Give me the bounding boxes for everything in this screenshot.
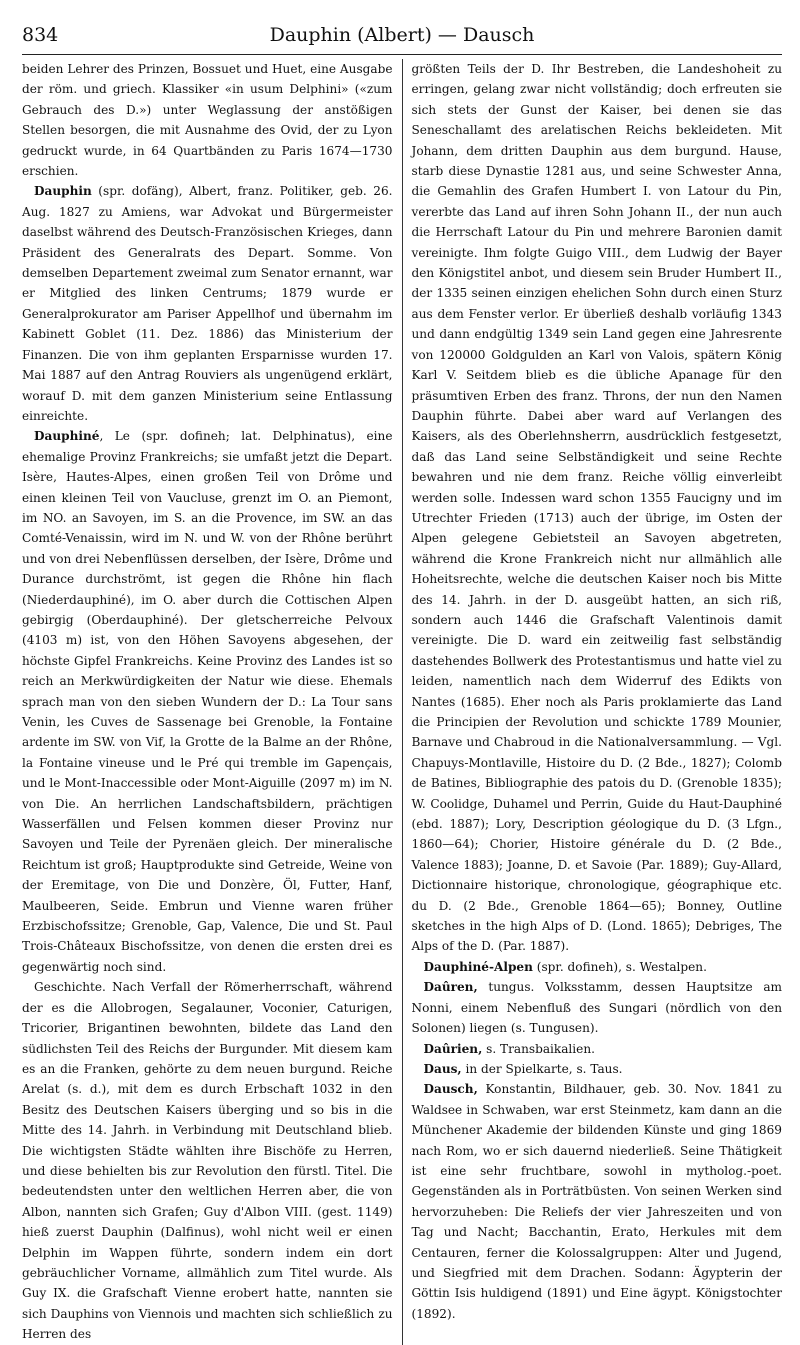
running-header xyxy=(22,24,782,55)
continuation-paragraph: größten Teils der D. Ihr Bestreben, die Landeshoheit zu erringen, gelang zwar nicht vollständig; doch erfreuten sie sich stets der Gunst der Kaiser, bei denen sie das Seneschallamt des arelatischen Reichs bekleideten. Mit Johann, dem dritten Dauphin aus dem burgund. Hause, starb diese Dynastie 1281 aus, und seine Schwester Anna, die Gemahlin des Grafen Humbert I. von Latour du Pin, vererbte das Land auf ihren Sohn Johann II., der nun auch die Herrschaft Latour du Pin und mehrere Baronien damit vereinigte. Ihm folgte Guigo VIII., dem Ludwig der Bayer den Königstitel anbot, und diesem sein Bruder Humbert II., der 1335 seinen einzigen ehelichen Sohn durch einen Sturz aus dem Fenster verlor. Er überließ deshalb vorläufig 1343 und dann endgültig 1349 sein Land gegen eine Jahresrente von 120000 Goldgulden an Karl von Valois, spätern König Karl V. Seitdem blieb es die übliche Apanage für den präsumtiven Erben des franz. Throns, der nun den Namen Dauphin führte. Dabei aber ward auf Verlangen des Kaisers, als des Oberlehnsherrn, ausdrücklich festgesetzt, daß das Land seine Selbständigkeit und seine Rechte bewahren und nie dem franz. Reiche völlig einverleibt werden solle. Indessen ward schon 1355 Faucigny und im Utrechter Frieden (1713) auch der übrige, im Osten der Alpen gelegene Gebietsteil an Savoyen abgetreten, während die Krone Frankreich nicht nur allmählich alle Hoheitsrechte, welche die deutschen Kaiser noch bis Mitte des 14. Jahrh. in der D. ausgeübt hatten, an sich riß, sondern auch 1446 die Grafschaft Valentinois damit vereinigte. Die D. ward ein zeitweilig fast selbständig dastehendes Bollwerk des Protestantismus und hatte viel zu leiden, namentlich nach dem Widerruf des Edikts von Nantes (1685). Eher noch als Paris proklamierte das Land die Principien der Revolution und schickte 1789 Mounier, Barnave und Chabroud in die Nationalversammlung. — Vgl. Chapuys-Montlaville, Histoire du D. (2 Bde., 1827); Colomb de Batines, Bibliographie des patois du D. (Grenoble 1835); W. Coolidge, Duhamel und Perrin, Guide du Haut-Dauphiné (ebd. 1887); Lory, Description géologique du D. (3 Lfgn., 1860—64); Chorier, Histoire générale du D. (2 Bde., Valence 1883); Joanne, D. et Savoie (Par. 1889); Guy-Allard, Dictionnaire historique, chronologique, géographique etc. du D. (2 Bde., Grenoble 1864—65); Bonney, Outline sketches in the high Alps of D. (Lond. 1865); Debriges, The Alps of the D. (Par. 1887). xyxy=(411,62,782,954)
entry-dauphine xyxy=(22,426,393,977)
entry-daus xyxy=(412,1059,783,1079)
entry-dauren xyxy=(412,977,783,1038)
entry-body: (spr. dofineh), s. Westalpen. xyxy=(532,959,707,974)
entry-body: s. Transbaikalien. xyxy=(482,1041,595,1056)
entry-body: (spr. dofäng), Albert, franz. Politiker, geb. 26. Aug. 1827 zu Amiens, war Advokat und Bürgermeister daselbst während des Deutsch-Französischen Krieges, dann Präsident des Generalrats des Depart. Somme. Von demselben Departement zweimal zum Senator ernannt, war er Mitglied des linken Centrums; 1879 wurde er Generalprokurator am Pariser Appellhof und übernahm im Kabinett Goblet (11. Dez. 1886) das Ministerium der Finanzen. Die von ihm geplanten Ersparnisse wurden 17. Mai 1887 auf den Antrag Rouviers als ungenügend erklärt, worauf D. mit dem ganzen Ministerium seine Entlassung einreichte. xyxy=(22,184,393,423)
entry-body: , Le (spr. dofineh; lat. Delphinatus), eine ehemalige Provinz Frankreichs; sie umfaßt jetzt die Depart. Isère, Hautes-Alpes, einen großen Teil von Drôme und einen kleinen Teil von Vaucluse, grenzt im O. an Piemont, im NO. an Savoyen, im S. an die Provence, im SW. an das Comté-Venaissin, wird im N. und W. von der Rhône berührt und von drei Nebenflüssen derselben, der Isère, Drôme und Durance durchströmt, ist gegen die Rhône hin flach (Niederdauphiné), im O. aber durch die Cottischen Alpen gebirgig (Oberdauphiné). Der gletscherreiche Pelvoux (4103 m) ist, von den Höhen Savoyens abgesehen, der höchste Gipfel Frankreichs. Keine Provinz des Landes ist so reich an Merkwürdigkeiten der Natur wie diese. Ehemals sprach man von den sieben Wundern der D.: La Tour sans Venin, les Cuves de Sassenage bei Grenoble, la Fontaine ardente im SW. von Vif, la Grotte de la Balme an der Rhône, la Fontaine vineuse und le Pré qui tremble im Gapençais, und le Mont-Inaccessible oder Mont-Aiguille (2097 m) im N. von Die. An herrlichen Landschaftsbildern, prächtigen Wasserfällen und Felsen kommen dieser Provinz nur Savoyen und Teile der Pyrenäen gleich. Der mineralische Reichtum ist groß; Hauptprodukte sind Getreide, Weine von der Eremitage, von Die und Donzère, Öl, Futter, Hanf, Maulbeeren, Seide. Embrun und Vienne waren früher Erzbischofssitze; Grenoble, Gap, Valence, Die und St. Paul Trois-Châteaux Bischofssitze, von denen die ersten drei es gegenwärtig noch sind. xyxy=(22,429,393,974)
history-paragraph: Geschichte. Nach Verfall der Römerherrschaft, während der es die Allobrogen, Segalauner, Voconier, Caturigen, Tricorier, Brigantinen bewohnten, bildete das Land den südlichsten Teil des Reichs der Burgunder. Mit diesem kam es an die Franken, gehörte zu dem neuen burgund. Reiche Arelat (s. d.), mit dem es durch Erbschaft 1032 in den Besitz des Deutschen Kaisers überging und so bis in die Mitte des 14. Jahrh. in Verbindung mit Deutschland blieb. Die wichtigsten Städte wählten ihre Bischöfe zu Herren, und diese behielten bis zur Revolution den fürstl. Titel. Die bedeutendsten unter den weltlichen Herren aber, die von Albon, nannten sich Grafen; Guy d'Albon VIII. (gest. 1149) hieß zuerst Dauphin (Dalfinus), wohl nicht weil er einen Delphin im Wappen führte, sondern indem ein dort gebräuchlicher Vorname, allmählich zum Titel wurde. Als Guy IX. die Grafschaft Vienne erobert hatte, nannten sie sich Dauphins von Viennois und machten sich schließlich zu Herren des xyxy=(22,980,393,1342)
entry-dausch xyxy=(412,1079,783,1324)
entry-dauphine-alpen xyxy=(412,957,783,977)
entry-headword: Dauphiné-Alpen xyxy=(423,959,533,974)
entry-daurien xyxy=(412,1039,783,1059)
entry-body: in der Spielkarte, s. Taus. xyxy=(461,1061,623,1076)
entry-body: Konstantin, Bildhauer, geb. 30. Nov. 1841 zu Waldsee in Schwaben, war erst Steinmetz, kam dann an die Münchener Akademie der bildenden Künste und ging 1869 nach Rom, wo er sich dauernd niederließ. Seine Thätigkeit ist eine sehr fruchtbare, sowohl in mytholog.-poet. Gegenständen als in Porträtbüsten. Von seinen Werken sind hervorzuheben: Die Reliefs der vier Jahreszeiten und von Tag und Nacht; Bacchantin, Erato, Herkules mit dem Centauren, ferner die Kolossalgruppen: Alter und Jugend, und Siegfried mit dem Drachen. Sodann: Ägypterin der Göttin Isis huldigend (1891) und Eine ägypt. Königstochter (1892). xyxy=(411,1082,782,1321)
entry-body: tungus. Volksstamm, dessen Hauptsitze am Nonni, einem Nebenfluß des Sungari (nördlich von den Solonen) liegen (s. Tungusen). xyxy=(411,980,782,1036)
left-column xyxy=(22,59,403,1345)
page-number: 834 xyxy=(22,24,59,46)
running-title: Dauphin (Albert) — Dausch xyxy=(269,24,535,46)
entry-headword: Dausch, xyxy=(423,1082,478,1097)
entry-headword: Daûren, xyxy=(423,980,478,995)
entry-headword: Dauphin xyxy=(34,184,92,199)
entry-dauphin-albert xyxy=(22,181,393,426)
two-column-body xyxy=(22,59,782,1345)
right-column xyxy=(403,59,783,1345)
entry-headword: Dauphiné xyxy=(34,429,100,444)
continuation-paragraph: beiden Lehrer des Prinzen, Bossuet und Huet, eine Ausgabe der röm. und griech. Klassiker «in usum Delphini» («zum Gebrauch des D.») unter Weglassung der anstößigen Stellen besorgen, die mit Ausnahme des Ovid, der zu Lyon gedruckt wurde, in 64 Quartbänden zu Paris 1674—1730 erschien. xyxy=(22,62,393,179)
entry-headword: Daûrien, xyxy=(423,1041,483,1056)
entry-headword: Daus, xyxy=(423,1061,462,1076)
